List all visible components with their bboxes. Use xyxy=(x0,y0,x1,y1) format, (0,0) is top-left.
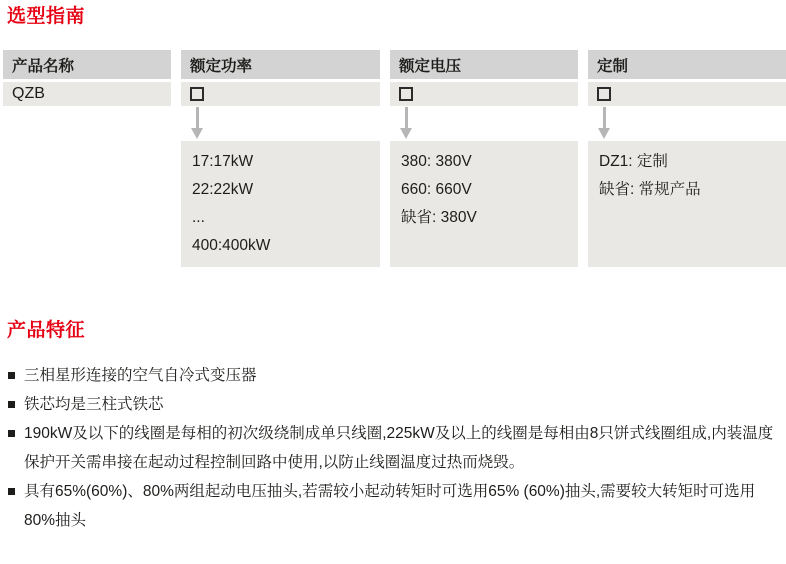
square-bullet-icon xyxy=(8,401,15,408)
square-bullet-icon xyxy=(8,430,15,437)
column-rated-power xyxy=(181,50,380,267)
option-line: 17:17kW xyxy=(192,153,254,170)
option-line: 660: 660V xyxy=(401,181,472,198)
column-product-name xyxy=(3,50,171,267)
feature-item xyxy=(7,419,783,477)
option-line: 400:400kW xyxy=(192,237,271,254)
arrow-head xyxy=(400,128,412,139)
feature-text: 具有65%(60%)、80%两组起动电压抽头,若需较小起动转矩时可选用65% (60%)抽头,需要较大转矩时可选用80%抽头 xyxy=(24,483,756,529)
column-rated-voltage xyxy=(390,50,578,267)
column-header-rated-power: 额定功率 xyxy=(181,50,380,79)
rated-power-options-box xyxy=(181,141,380,267)
rated-voltage-down-arrow-icon xyxy=(390,106,578,141)
customization-code-cell xyxy=(588,82,786,106)
product-features-heading: 产品特征 xyxy=(7,320,86,341)
selection-table xyxy=(3,50,786,267)
arrow-line xyxy=(603,107,606,128)
feature-text: 铁芯均是三柱式铁芯 xyxy=(24,396,164,413)
column-header-product-name: 产品名称 xyxy=(3,50,171,79)
square-bullet-icon xyxy=(8,488,15,495)
rated-voltage-options-box xyxy=(390,141,578,267)
option-line: 22:22kW xyxy=(192,181,254,198)
arrow-line xyxy=(196,107,199,128)
arrow-line xyxy=(405,107,408,128)
option-line: 缺省: 常规产品 xyxy=(599,181,701,198)
feature-item xyxy=(7,390,783,419)
arrow-head xyxy=(598,128,610,139)
feature-item xyxy=(7,477,783,535)
feature-text: 190kW及以下的线圈是每相的初次级绕制成单只线圈,225kW及以上的线圈是每相由8只饼式线圈组成,内装温度保护开关需串接在起动过程控制回路中使用,以防止线圈温度过热而烧毁。 xyxy=(24,425,774,471)
customization-checkbox-icon xyxy=(597,87,611,101)
rated-voltage-checkbox-icon xyxy=(399,87,413,101)
option-line: 缺省: 380V xyxy=(401,209,477,226)
customization-options-box xyxy=(588,141,786,267)
product-code: QZB xyxy=(12,85,45,102)
rated-power-code-cell xyxy=(181,82,380,106)
column-header-rated-voltage: 额定电压 xyxy=(390,50,578,79)
rated-voltage-code-cell xyxy=(390,82,578,106)
rated-power-checkbox-icon xyxy=(190,87,204,101)
option-line: ... xyxy=(192,209,205,226)
selection-guide-heading: 选型指南 xyxy=(7,6,86,27)
arrow-head xyxy=(191,128,203,139)
column-customization xyxy=(588,50,786,267)
rated-power-down-arrow-icon xyxy=(181,106,380,141)
column-header-customization: 定制 xyxy=(588,50,786,79)
feature-text: 三相星形连接的空气自冷式变压器 xyxy=(24,367,257,384)
product-code-cell xyxy=(3,82,171,106)
feature-item xyxy=(7,361,783,390)
feature-list xyxy=(7,361,783,535)
option-line: 380: 380V xyxy=(401,153,472,170)
customization-down-arrow-icon xyxy=(588,106,786,141)
option-line: DZ1: 定制 xyxy=(599,153,668,170)
square-bullet-icon xyxy=(8,372,15,379)
